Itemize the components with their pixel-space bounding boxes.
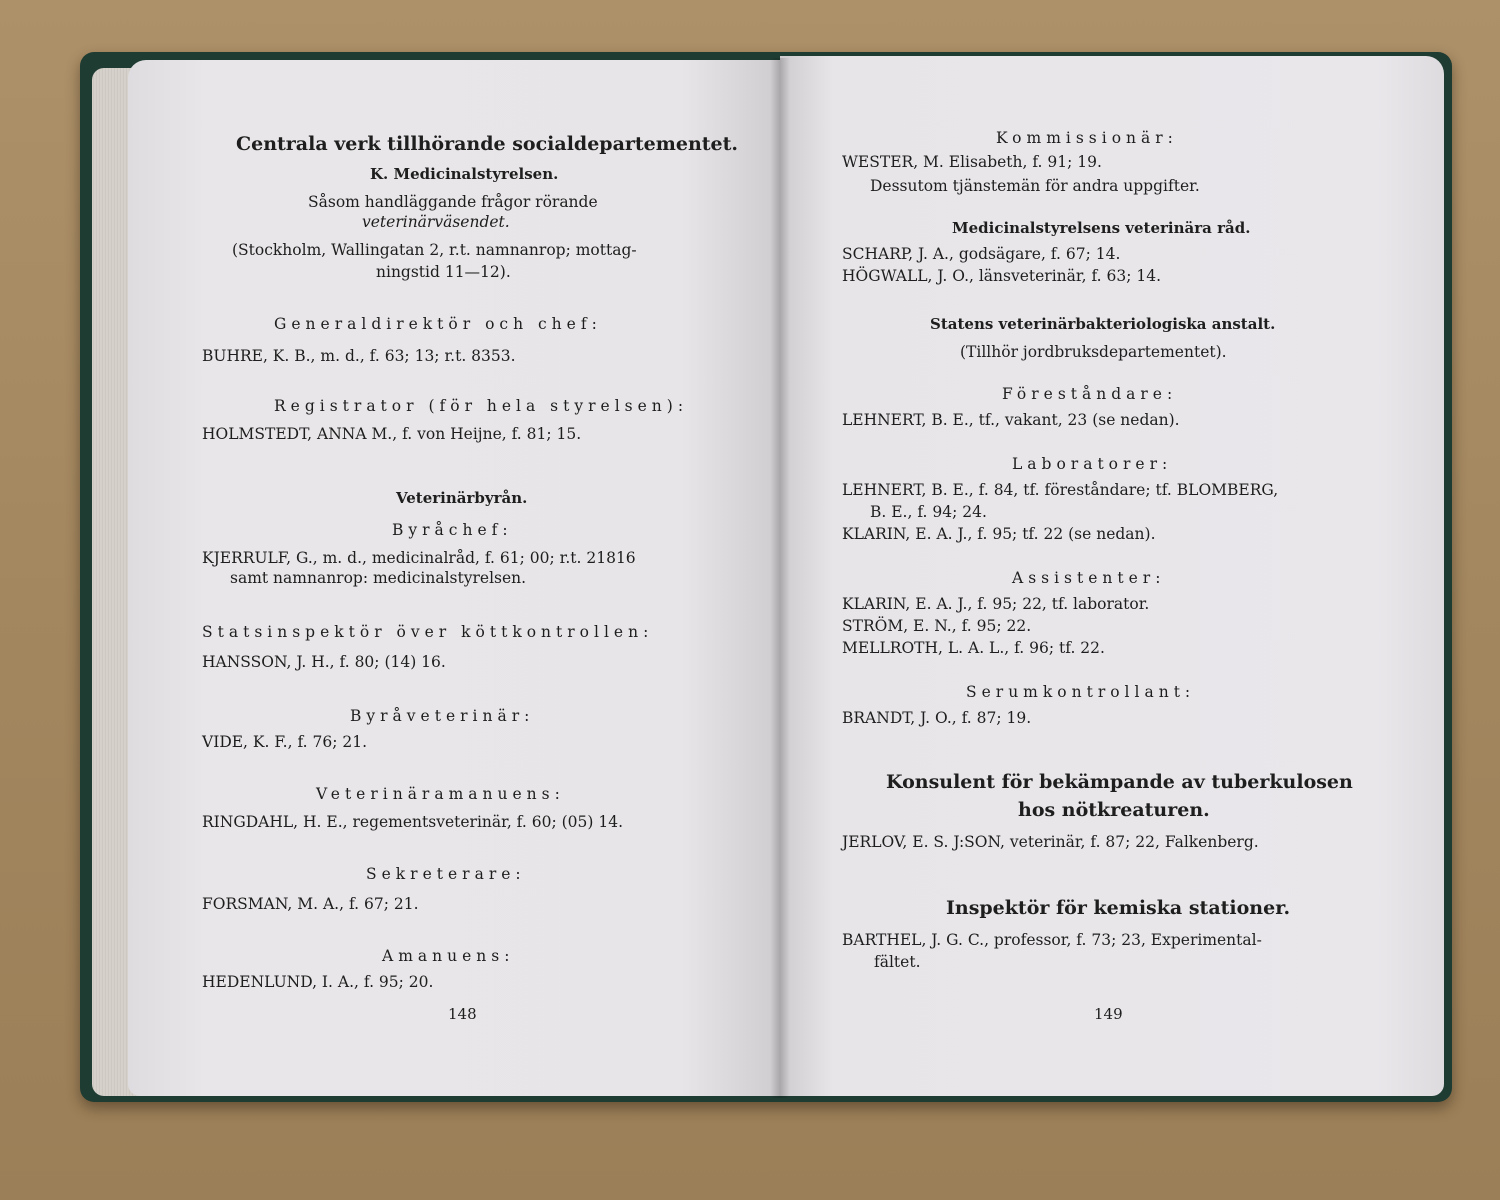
entry-line: HANSSON, J. H., f. 80; (14) 16. xyxy=(202,653,446,671)
entry-line: BRANDT, J. O., f. 87; 19. xyxy=(842,709,1032,727)
section-heading: Kommissionär: xyxy=(996,129,1178,147)
section-heading: Statsinspektör över köttkontrollen: xyxy=(202,623,654,641)
section-heading: Registrator (för hela styrelsen): xyxy=(274,397,689,415)
entry-line: KLARIN, E. A. J., f. 95; tf. 22 (se nedan). xyxy=(842,525,1156,543)
address-line: ningstid 11—12). xyxy=(376,263,511,281)
entry-line: HEDENLUND, I. A., f. 95; 20. xyxy=(202,973,434,991)
section-heading: Byråchef: xyxy=(392,521,513,539)
entry-line: LEHNERT, B. E., f. 84, tf. föreståndare; tf. BLOMBERG, xyxy=(842,481,1279,499)
entry-line: VIDE, K. F., f. 76; 21. xyxy=(202,733,368,751)
section-title: Statens veterinärbakteriologiska anstalt. xyxy=(930,315,1276,333)
page-number: 149 xyxy=(1094,1005,1123,1023)
agency-subtitle: K. Medicinalstyrelsen. xyxy=(370,165,559,183)
entry-line: HÖGWALL, J. O., länsveterinär, f. 63; 14. xyxy=(842,267,1162,285)
section-heading: Amanuens: xyxy=(382,947,515,965)
section-heading: Sekreterare: xyxy=(366,865,526,883)
entry-line: HOLMSTEDT, ANNA M., f. von Heijne, f. 81; 15. xyxy=(202,425,582,443)
section-title: Konsulent för bekämpande av tuberkulosen xyxy=(886,771,1353,793)
section-title: hos nötkreaturen. xyxy=(1018,799,1210,821)
right-page xyxy=(780,56,1444,1096)
section-heading: Föreståndare: xyxy=(1002,385,1178,403)
entry-line: KJERRULF, G., m. d., medicinalråd, f. 61; 00; r.t. 21816 xyxy=(202,549,636,567)
note-line: (Tillhör jordbruksdepartementet). xyxy=(960,343,1227,361)
section-heading: Assistenter: xyxy=(1012,569,1166,587)
note-line: veterinärväsendet. xyxy=(362,213,510,231)
section-title: Medicinalstyrelsens veterinära råd. xyxy=(952,219,1251,237)
section-heading: Generaldirektör och chef: xyxy=(274,315,602,333)
section-heading: Veterinäramanuens: xyxy=(316,785,565,803)
entry-line: BARTHEL, J. G. C., professor, f. 73; 23, Experimental- xyxy=(842,931,1262,949)
entry-line: STRÖM, E. N., f. 95; 22. xyxy=(842,617,1032,635)
note-line: Dessutom tjänstemän för andra uppgifter. xyxy=(870,177,1200,195)
entry-line: fältet. xyxy=(874,953,921,971)
entry-line: FORSMAN, M. A., f. 67; 21. xyxy=(202,895,419,913)
entry-line: WESTER, M. Elisabeth, f. 91; 19. xyxy=(842,153,1102,171)
entry-line: MELLROTH, L. A. L., f. 96; tf. 22. xyxy=(842,639,1105,657)
entry-line: samt namnanrop: medicinalstyrelsen. xyxy=(230,569,527,587)
note-line: Såsom handläggande frågor rörande xyxy=(308,193,598,211)
section-heading: Serumkontrollant: xyxy=(966,683,1196,701)
book-gutter xyxy=(770,58,790,1098)
entry-line: JERLOV, E. S. J:SON, veterinär, f. 87; 22, Falkenberg. xyxy=(842,833,1259,851)
entry-line: RINGDAHL, H. E., regementsveterinär, f. 60; (05) 14. xyxy=(202,813,623,831)
address-line: (Stockholm, Wallingatan 2, r.t. namnanrop; mottag- xyxy=(232,241,637,259)
left-page xyxy=(128,60,780,1096)
entry-line: B. E., f. 94; 24. xyxy=(870,503,987,521)
page-title: Centrala verk tillhörande socialdepartementet. xyxy=(236,133,739,155)
section-heading: Byråveterinär: xyxy=(350,707,535,725)
section-heading: Laboratorer: xyxy=(1012,455,1173,473)
section-title: Inspektör för kemiska stationer. xyxy=(946,897,1291,919)
entry-line: SCHARP, J. A., godsägare, f. 67; 14. xyxy=(842,245,1121,263)
entry-line: LEHNERT, B. E., tf., vakant, 23 (se nedan). xyxy=(842,411,1180,429)
section-title: Veterinärbyrån. xyxy=(396,489,528,507)
entry-line: BUHRE, K. B., m. d., f. 63; 13; r.t. 8353. xyxy=(202,347,516,365)
page-number: 148 xyxy=(448,1005,477,1023)
entry-line: KLARIN, E. A. J., f. 95; 22, tf. laborator. xyxy=(842,595,1150,613)
